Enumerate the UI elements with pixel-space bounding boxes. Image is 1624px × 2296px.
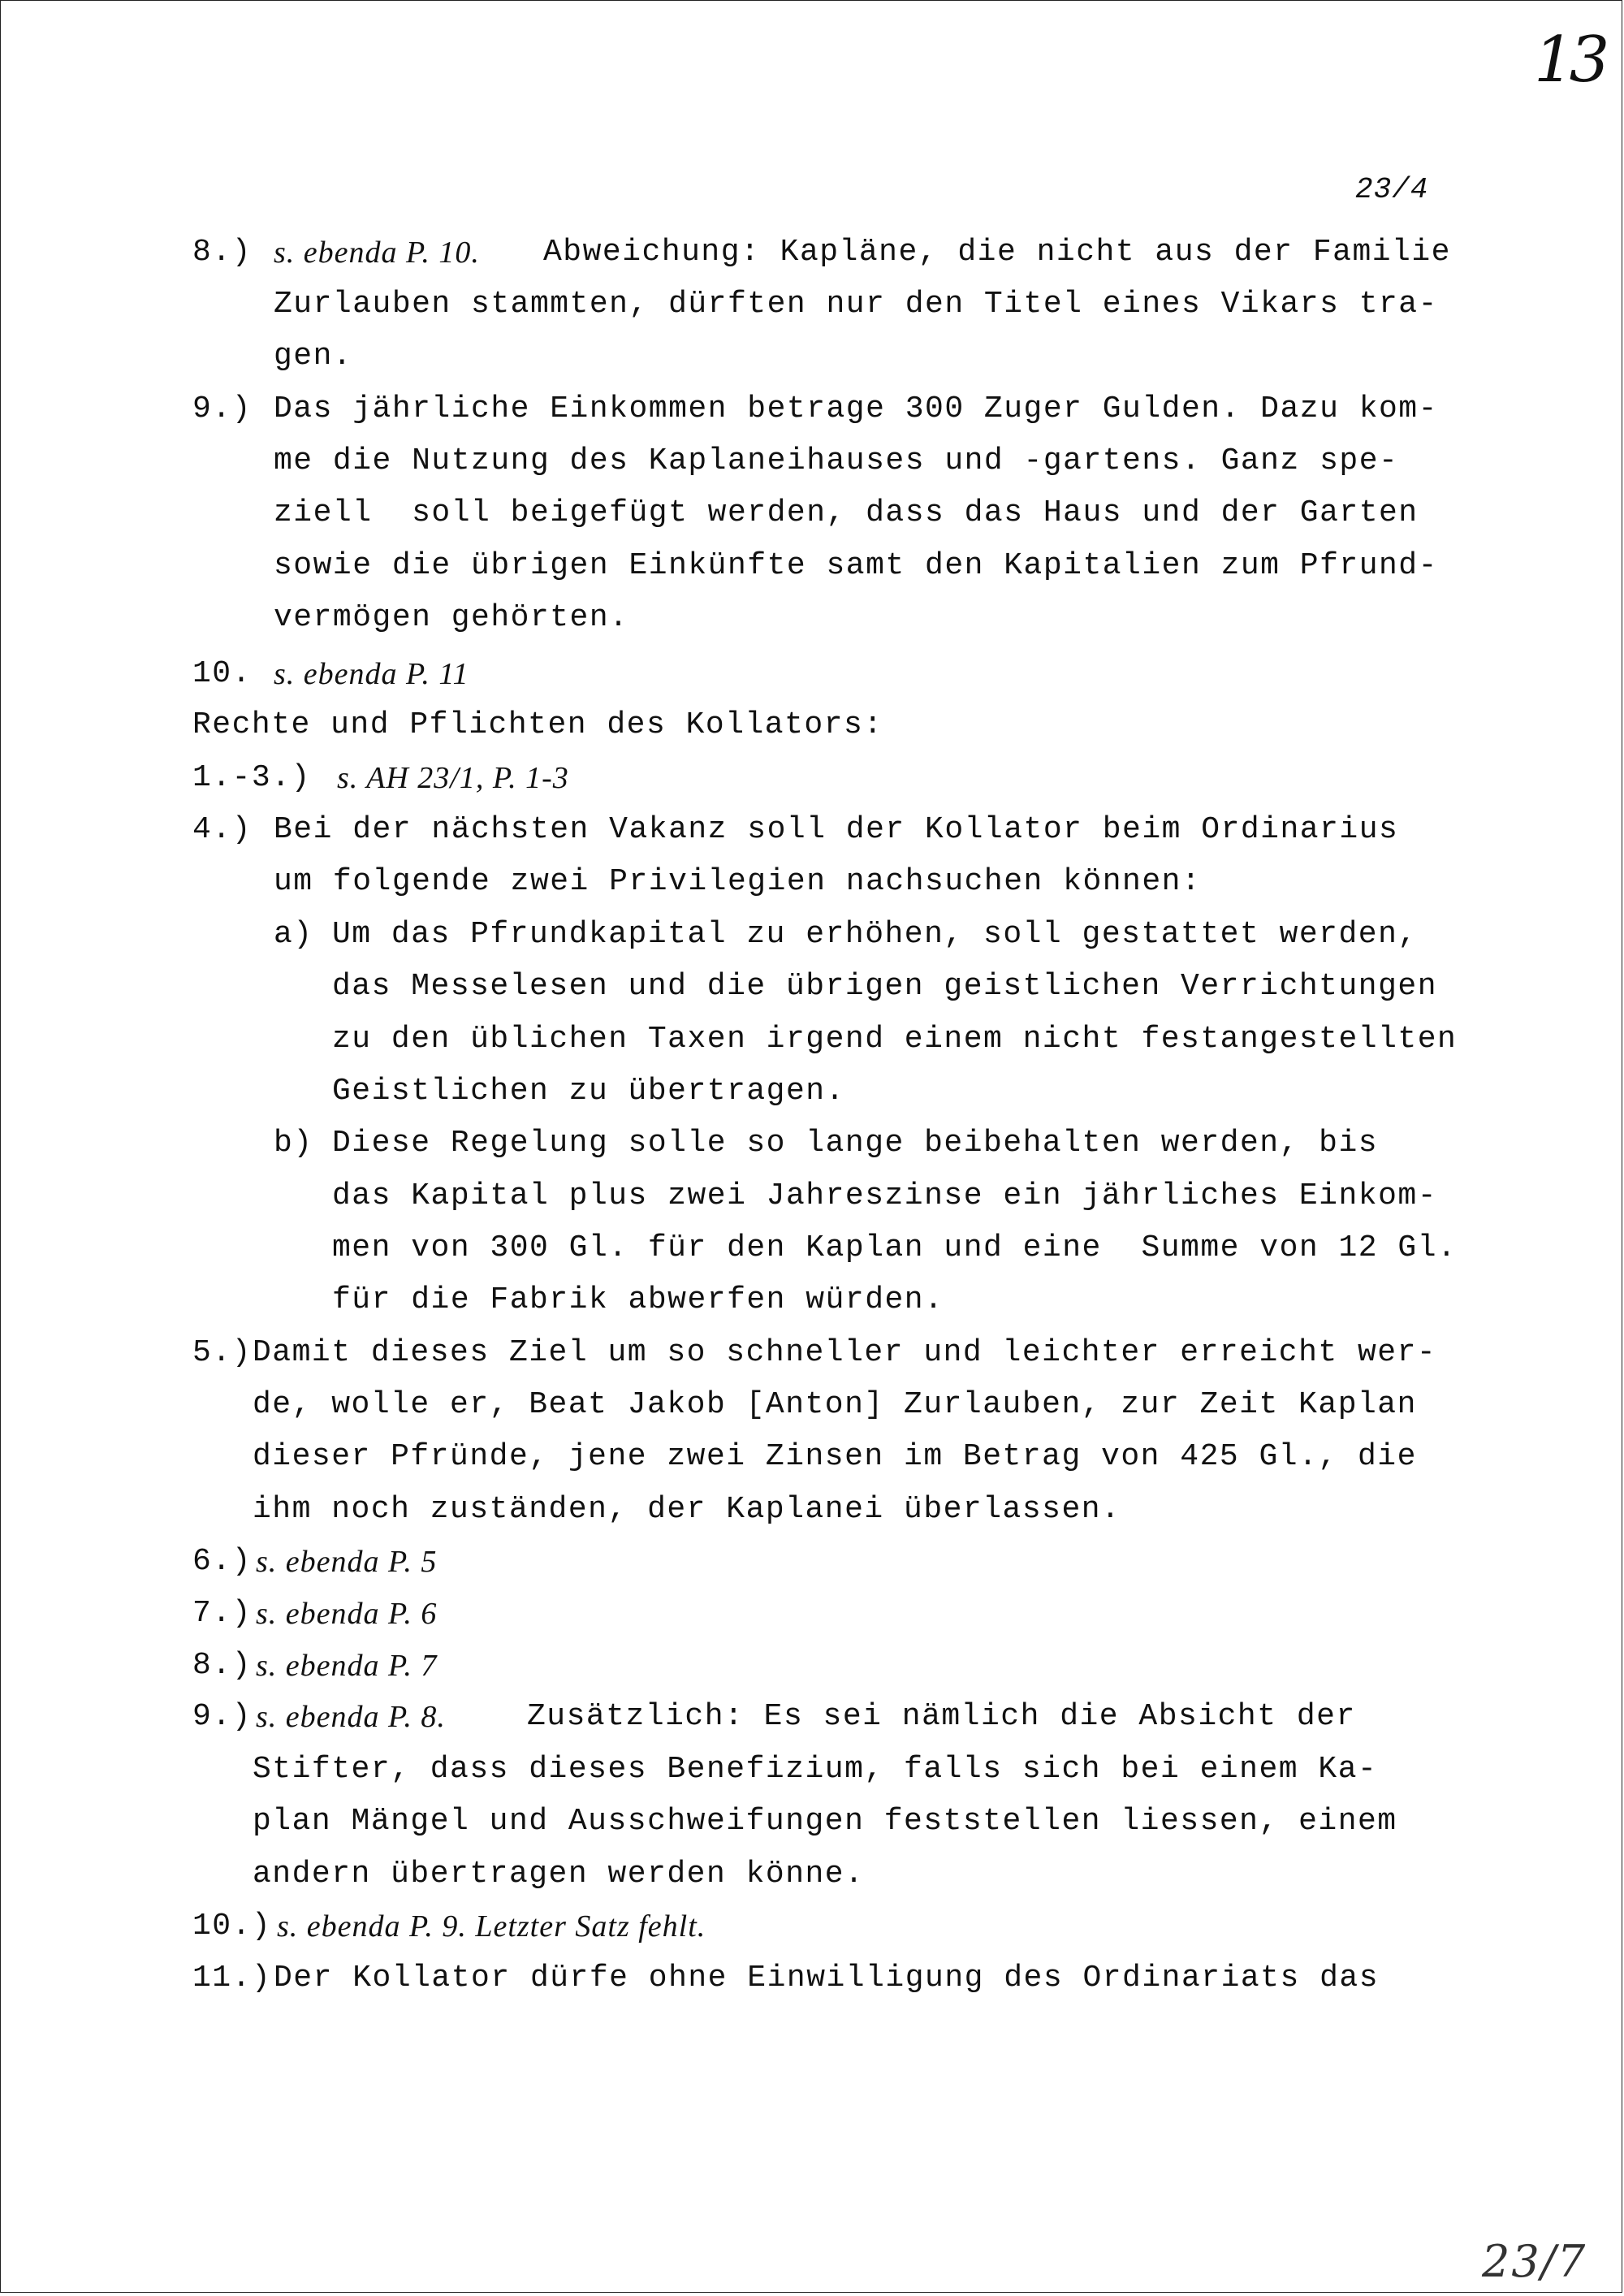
entry-citation: s. ebenda P. 9. Letzter Satz fehlt.: [277, 1909, 706, 1944]
entry-text-line: das Messelesen und die übrigen geistlichen Verrichtungen: [332, 969, 1438, 1004]
entry-citation: s. ebenda P. 10.: [274, 236, 480, 270]
entry-text-line: gen.: [274, 339, 353, 374]
entry-text-line: Stifter, dass dieses Benefizium, falls sich bei einem Ka-: [253, 1752, 1378, 1787]
entry-citation: s. ebenda P. 8.: [256, 1700, 446, 1734]
sub-entry-label: b): [274, 1126, 313, 1161]
entry-text-line: Zurlauben stammten, dürften nur den Titel eines Vikars tra-: [274, 287, 1438, 322]
entry-label: 10.): [192, 1909, 272, 1944]
entry-citation: s. AH 23/1, P. 1-3: [337, 761, 569, 795]
entry-text-line: Bei der nächsten Vakanz soll der Kollator beim Ordinarius: [274, 812, 1399, 847]
entry-text-line: ihm noch zuständen, der Kaplanei überlassen.: [253, 1492, 1121, 1527]
entry-text-line: sowie die übrigen Einkünfte samt den Kapitalien zum Pfrund-: [274, 548, 1438, 583]
entry-text-line: Um das Pfrundkapital zu erhöhen, soll gestattet werden,: [332, 917, 1418, 952]
entry-text-line: plan Mängel und Ausschweifungen feststellen liessen, einem: [253, 1804, 1397, 1839]
handwritten-archive-mark: 23/7: [1482, 2236, 1587, 2287]
entry-text-line: dieser Pfründe, jene zwei Zinsen im Betrag von 425 Gl., die: [253, 1439, 1417, 1474]
entry-text-line: zu den üblichen Taxen irgend einem nicht festangestellten: [332, 1022, 1458, 1057]
entry-label: 1.-3.): [192, 760, 311, 795]
entry-label: 11.): [192, 1961, 272, 1995]
entry-text-line: Geistlichen zu übertragen.: [332, 1074, 845, 1109]
entry-label: 10.: [192, 656, 252, 691]
handwritten-page-number: 13: [1534, 24, 1605, 97]
entry-text-line: Damit dieses Ziel um so schneller und leichter erreicht wer-: [253, 1335, 1437, 1370]
entry-citation: s. ebenda P. 5: [256, 1545, 438, 1579]
entry-text-line: das Kapital plus zwei Jahreszinse ein jährliches Einkom-: [332, 1178, 1438, 1213]
reference-number: 23/4: [1355, 173, 1429, 206]
entry-label: 4.): [192, 812, 252, 847]
entry-text-line: andern übertragen werden könne.: [253, 1857, 865, 1892]
entry-label: 9.): [192, 391, 252, 426]
entry-citation: s. ebenda P. 7: [256, 1649, 438, 1683]
entry-text-line: um folgende zwei Privilegien nachsuchen können:: [274, 864, 1202, 899]
entry-label: 5.): [192, 1335, 252, 1370]
entry-text-line: Diese Regelung solle so lange beibehalten werden, bis: [332, 1126, 1379, 1161]
entry-text-line: Der Kollator dürfe ohne Einwilligung des Ordinariats das: [274, 1961, 1380, 1995]
entry-text-line: Abweichung: Kapläne, die nicht aus der Familie: [543, 235, 1451, 270]
sub-entry-label: a): [274, 917, 313, 952]
entry-text-line: für die Fabrik abwerfen würden.: [332, 1282, 944, 1317]
entry-text-line: vermögen gehörten.: [274, 600, 629, 635]
entry-label: 9.): [192, 1699, 252, 1734]
section-heading: Rechte und Pflichten des Kollators:: [192, 707, 883, 742]
entry-text-line: men von 300 Gl. für den Kaplan und eine Summe von 12 Gl.: [332, 1230, 1458, 1265]
entry-citation: s. ebenda P. 11: [274, 657, 469, 691]
entry-label: 8.): [192, 1648, 252, 1683]
entry-citation: s. ebenda P. 6: [256, 1597, 438, 1631]
entry-text-line: de, wolle er, Beat Jakob [Anton] Zurlauben, zur Zeit Kaplan: [253, 1387, 1417, 1422]
entry-label: 7.): [192, 1596, 252, 1631]
entry-label: 6.): [192, 1544, 252, 1579]
entry-text-line: me die Nutzung des Kaplaneihauses und -gartens. Ganz spe-: [274, 443, 1399, 478]
entry-text-line: Das jährliche Einkommen betrage 300 Zuger Gulden. Dazu kom-: [274, 391, 1438, 426]
entry-text-line: ziell soll beigefügt werden, dass das Haus und der Garten: [274, 495, 1419, 530]
entry-text-line: Zusätzlich: Es sei nämlich die Absicht der: [527, 1699, 1356, 1734]
entry-label: 8.): [192, 235, 252, 270]
